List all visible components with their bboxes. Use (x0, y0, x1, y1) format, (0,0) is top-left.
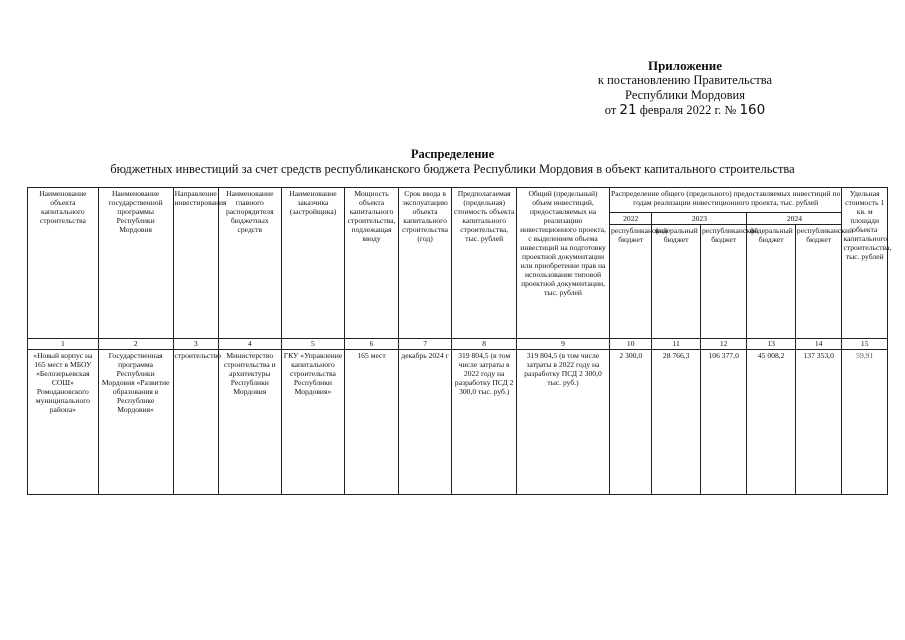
header-year-2024: 2024 (747, 213, 842, 225)
cell-capacity: 165 мест (345, 350, 399, 495)
cell-2024-federal: 45 008,2 (747, 350, 796, 495)
date-day: 21 (619, 102, 637, 118)
cell-object-name: «Новый корпус на 165 мест в МБОУ «Белозерьевская СОШ» Ромодановского муниципального района» (28, 350, 99, 495)
cell-direction: строительство (173, 350, 218, 495)
header-2023-regional: республиканский бюджет (700, 225, 746, 339)
column-number: 11 (652, 339, 701, 350)
header-year-2022: 2022 (610, 213, 652, 225)
title-line1: Распределение (410, 147, 495, 161)
cell-total-investment: 319 804,5 (в том числе затраты в 2022 году на разработку ПСД 2 300,0 тыс. руб.) (517, 350, 610, 495)
appendix-header: Приложение (647, 58, 723, 73)
cell-2023-regional: 106 377,0 (700, 350, 746, 495)
header-2024-federal: федеральный бюджет (747, 225, 796, 339)
column-number: 5 (281, 339, 345, 350)
column-number: 14 (795, 339, 842, 350)
cell-program: Государственная программа Республики Мордовия «Развитие образования в Республике Мордовия» (98, 350, 173, 495)
investment-table (27, 187, 892, 495)
column-number-row (28, 339, 888, 350)
column-number: 2 (98, 339, 173, 350)
column-number: 9 (517, 339, 610, 350)
appendix-line1: к постановлению Правительства (597, 73, 773, 87)
header-customer: Наименование заказчика (застройщика) (281, 188, 345, 339)
document-title (0, 147, 905, 177)
column-number: 10 (610, 339, 652, 350)
header-2024-regional: республиканский бюджет (795, 225, 842, 339)
column-number: 15 (842, 339, 888, 350)
document-number: 160 (739, 102, 766, 118)
date-year: 2022 г. (686, 103, 722, 117)
number-label: № (724, 103, 737, 117)
header-commissioning-date: Срок ввода в эксплуатацию объекта капитального строительства (год) (398, 188, 452, 339)
cell-2022-regional: 2 300,0 (610, 350, 652, 495)
header-unit-cost: Удельная стоимость 1 кв. м площади объекта капитального строительства, тыс. рублей (842, 188, 888, 339)
title-line2: бюджетных инвестиций за счет средств республиканского бюджета Республики Мордовия в объект капитального строительства (110, 162, 795, 176)
header-year-2023: 2023 (652, 213, 747, 225)
header-2023-federal: федеральный бюджет (652, 225, 701, 339)
column-number: 4 (218, 339, 281, 350)
column-number: 12 (700, 339, 746, 350)
cell-2023-federal: 28 766,3 (652, 350, 701, 495)
header-direction: Направление инвестирования (173, 188, 218, 339)
header-distribution: Распределение общего (предельного) предоставляемых инвестиций по годам реализации инвестиционного проекта, тыс. рублей (610, 188, 842, 213)
date-prefix: от (604, 103, 617, 117)
header-object-name: Наименование объекта капитального строительства (28, 188, 99, 339)
cell-commissioning-date: декабрь 2024 г (398, 350, 452, 495)
column-number: 13 (747, 339, 796, 350)
cell-estimated-cost: 319 804,5 (в том числе затраты в 2022 году на разработку ПСД 2 300,0 тыс. руб.) (452, 350, 517, 495)
cell-unit-cost: 59,91 (842, 350, 888, 495)
column-number: 3 (173, 339, 218, 350)
header-estimated-cost: Предполагаемая (предельная) стоимость объекта капитального строительства, тыс. рублей (452, 188, 517, 339)
header-main-manager: Наименование главного распорядителя бюджетных средств (218, 188, 281, 339)
column-number: 8 (452, 339, 517, 350)
cell-main-manager: Министерство строительства и архитектуры Республики Мордовия (218, 350, 281, 495)
cell-2024-regional: 137 353,0 (795, 350, 842, 495)
table-row (28, 350, 888, 495)
column-number: 7 (398, 339, 452, 350)
cell-customer: ГКУ «Управление капитального строительства Республики Мордовия» (281, 350, 345, 495)
appendix-block (560, 58, 810, 118)
header-total-investment: Общий (предельный) объем инвестиций, предоставляемых на реализацию инвестиционного проекта, с выделением объема инвестиций на подготовку проектной документации или приобретение прав на использование типовой проектной документации, тыс. рублей (517, 188, 610, 339)
header-2022-regional: республиканский бюджет (610, 225, 652, 339)
column-number: 1 (28, 339, 99, 350)
appendix-line2: Республики Мордовия (625, 88, 745, 102)
appendix-date-line (560, 103, 810, 118)
header-capacity: Мощность объекта капитального строительства, подлежащая вводу (345, 188, 399, 339)
column-number: 6 (345, 339, 399, 350)
header-program: Наименование государственной программы Республики Мордовия (98, 188, 173, 339)
date-month: февраля (639, 103, 684, 117)
